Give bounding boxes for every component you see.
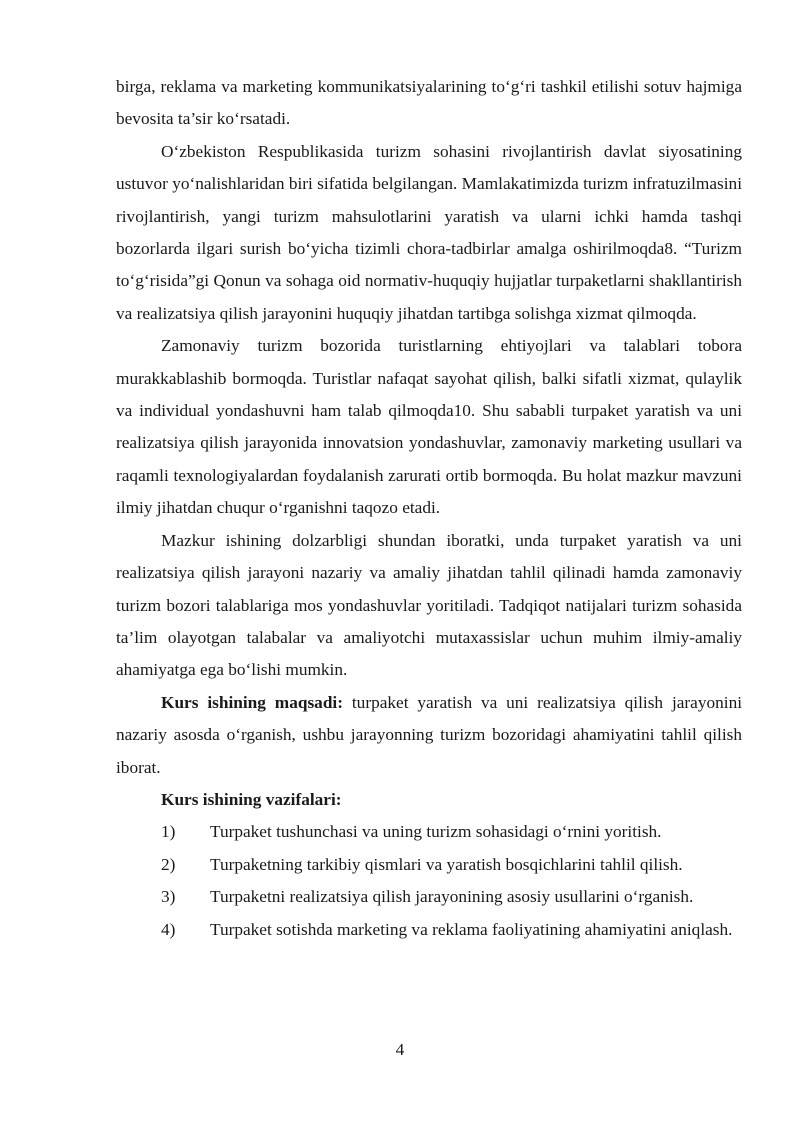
goal-paragraph [116, 687, 742, 784]
page-number: 4 [395, 1040, 405, 1059]
list-number: 4) [161, 919, 176, 939]
document-page [116, 71, 742, 946]
list-item [116, 849, 742, 881]
list-text: Turpaketning tarkibiy qismlari va yaratish bosqichlarini tahlil qilish. [210, 854, 683, 874]
paragraph-state-policy: O‘zbekiston Respublikasida turizm sohasini rivojlantirish davlat siyosatining ustuvor yo‘nalishlaridan biri sifatida belgilangan. Mamlakatimizda turizm infratuzilmasini rivojlantirish, yangi turizm mahsulotlarini yaratish va ularni ichki hamda tashqi bozorlarda ilgari surish bo‘yicha tizimli chora-tadbirlar amalga oshirilmoqda8. “Turizm to‘g‘risida”gi Qonun va sohaga oid normativ-huquqiy hujjatlar turpaketlarni shakllantirish va realizatsiya qilish jarayonini huquqiy jihatdan tartibga solishga xizmat qilmoqda. [116, 141, 742, 323]
list-item [116, 881, 742, 913]
paragraph-modern-market: Zamonaviy turizm bozorida turistlarning ehtiyojlari va talablari tobora murakkablashib bormoqda. Turistlar nafaqat sayohat qilish, balki sifatli xizmat, qulaylik va individual yondashuvni ham talab qilmoqda10. Shu sababli turpaket yaratish va uni realizatsiya qilish jarayonida innovatsion yondashuvlar, zamonaviy marketing usullari va raqamli texnologiyalardan foydalanish zarurati ortib bormoqda. Bu holat mazkur mavzuni ilmiy jihatdan chuqur o‘rganishni taqozo etadi. [116, 336, 742, 518]
goal-text: turpaket yaratish va uni realizatsiya qilish jarayonini nazariy asosda o‘rganish, ushbu jarayonning turizm bozoridagi ahamiyatini tahlil qilish iborat. [116, 692, 743, 777]
list-text: Turpaket tushunchasi va uning turizm sohasidagi o‘rnini yoritish. [210, 822, 662, 842]
list-number: 1) [161, 822, 176, 842]
list-item [116, 914, 742, 946]
list-text: Turpaketni realizatsiya qilish jarayonining asosiy usullarini o‘rganish. [210, 887, 694, 907]
goal-label: Kurs ishining maqsadi: [161, 692, 343, 712]
list-item [116, 816, 742, 848]
tasks-heading: Kurs ishining vazifalari: [161, 789, 342, 809]
paragraph-relevance: Mazkur ishining dolzarbligi shundan iboratki, unda turpaket yaratish va uni realizatsiya qilish jarayoni nazariy va amaliy jihatdan tahlil qilinadi hamda zamonaviy turizm bozori talablariga mos yondashuvlar yoritiladi. Tadqiqot natijalari turizm sohasida ta’lim olayotgan talabalar va amaliyotchi mutaxassislar uchun muhim ilmiy-amaliy ahamiyatga ega bo‘lishi mumkin. [116, 530, 742, 680]
list-number: 2) [161, 854, 176, 874]
paragraph-continuation: birga, reklama va marketing kommunikatsiyalarining to‘g‘ri tashkil etilishi sotuv hajmiga bevosita ta’sir ko‘rsatadi. [116, 77, 742, 129]
list-text: Turpaket sotishda marketing va reklama faoliyatining ahamiyatini aniqlash. [210, 919, 733, 939]
list-number: 3) [161, 887, 176, 907]
